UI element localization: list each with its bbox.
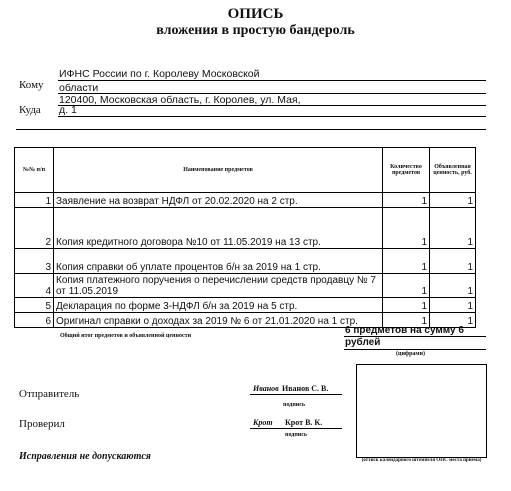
row-value: 1	[430, 208, 476, 249]
row-qty: 1	[383, 249, 430, 274]
to-label: Кому	[19, 79, 44, 91]
header-qty: Количество предметов	[383, 148, 430, 193]
row-num: 2	[15, 208, 54, 249]
postmark-stamp-box	[356, 364, 487, 458]
checked-name: Крот В. К.	[285, 418, 323, 427]
totals-line2: рублей	[345, 337, 381, 348]
to-underline-1	[58, 80, 486, 81]
row-value: 1	[430, 298, 476, 313]
where-label: Куда	[19, 104, 41, 116]
header-name: Наименование предметов	[54, 148, 383, 193]
row-qty: 1	[383, 208, 430, 249]
table-row	[15, 208, 476, 249]
checked-sign-caption: подпись	[285, 432, 308, 438]
document-subtitle: вложения в простую бандероль	[156, 23, 355, 38]
row-name: Копия платежного поручения о перечислении средств продавцу № 7 от 11.05.2019	[54, 274, 383, 298]
row-qty: 1	[383, 193, 430, 208]
row-qty: 1	[383, 298, 430, 313]
sender-signature: Иванов	[253, 384, 279, 393]
checked-signature: Крот	[253, 418, 273, 427]
row-name: Заявление на возврат НДФЛ от 20.02.2020 на 2 стр.	[54, 193, 383, 208]
sender-label: Отправитель	[19, 388, 80, 400]
totals-label: Общий итог предметов и объявленной ценности	[60, 333, 192, 339]
row-value: 1	[430, 274, 476, 298]
row-num: 4	[15, 274, 54, 298]
row-qty: 1	[383, 274, 430, 298]
sender-name: Иванов С. В.	[282, 384, 329, 393]
address-underline-2	[58, 116, 486, 117]
address-underline-3	[16, 129, 486, 130]
stamp-caption: (оттиск календарного штемпеля ОПС места приема)	[361, 458, 482, 463]
digits-caption: (цифрами)	[396, 351, 425, 357]
totals-underline-2	[344, 349, 486, 350]
address-underline-1	[58, 105, 486, 106]
row-num: 6	[15, 313, 54, 328]
table-row	[15, 249, 476, 274]
checked-sign-line	[250, 428, 342, 429]
row-value: 1	[430, 193, 476, 208]
document-title: ОПИСЬ	[227, 6, 284, 22]
checked-label: Проверил	[19, 418, 65, 430]
header-value: Объявленная ценность, руб.	[430, 148, 476, 193]
table-row	[15, 193, 476, 208]
row-name: Копия кредитного договора №10 от 11.05.2019 на 13 стр.	[54, 208, 383, 249]
row-value: 1	[430, 249, 476, 274]
row-num: 1	[15, 193, 54, 208]
corrections-note: Исправления не допускаются	[19, 451, 151, 462]
address-line1: 120400, Московская область, г. Королев, ул. Мая,	[59, 94, 301, 106]
sender-sign-caption: подпись	[283, 402, 306, 408]
row-qty: 1	[383, 313, 430, 328]
row-name: Декларация по форме 3-НДФЛ б/н за 2019 на 5 стр.	[54, 298, 383, 313]
table-row	[15, 298, 476, 313]
totals-line1: 6 предметов на сумму 6	[345, 325, 464, 336]
to-line1: ИФНС России по г. Королеву Московской	[59, 68, 260, 80]
address-line2: д. 1	[59, 104, 77, 116]
row-value: 1	[430, 313, 476, 328]
table-row	[15, 274, 476, 298]
inventory-table	[14, 147, 476, 328]
header-num: №№ п/п	[15, 148, 54, 193]
sender-sign-line	[250, 394, 342, 395]
row-name: Оригинал справки о доходах за 2019 № 6 от 21.01.2020 на 1 стр.	[54, 313, 383, 328]
table-header-row	[15, 148, 476, 193]
row-num: 5	[15, 298, 54, 313]
row-name: Копия справки об уплате процентов б/н за 2019 на 1 стр.	[54, 249, 383, 274]
to-line2: области	[59, 82, 99, 94]
row-num: 3	[15, 249, 54, 274]
